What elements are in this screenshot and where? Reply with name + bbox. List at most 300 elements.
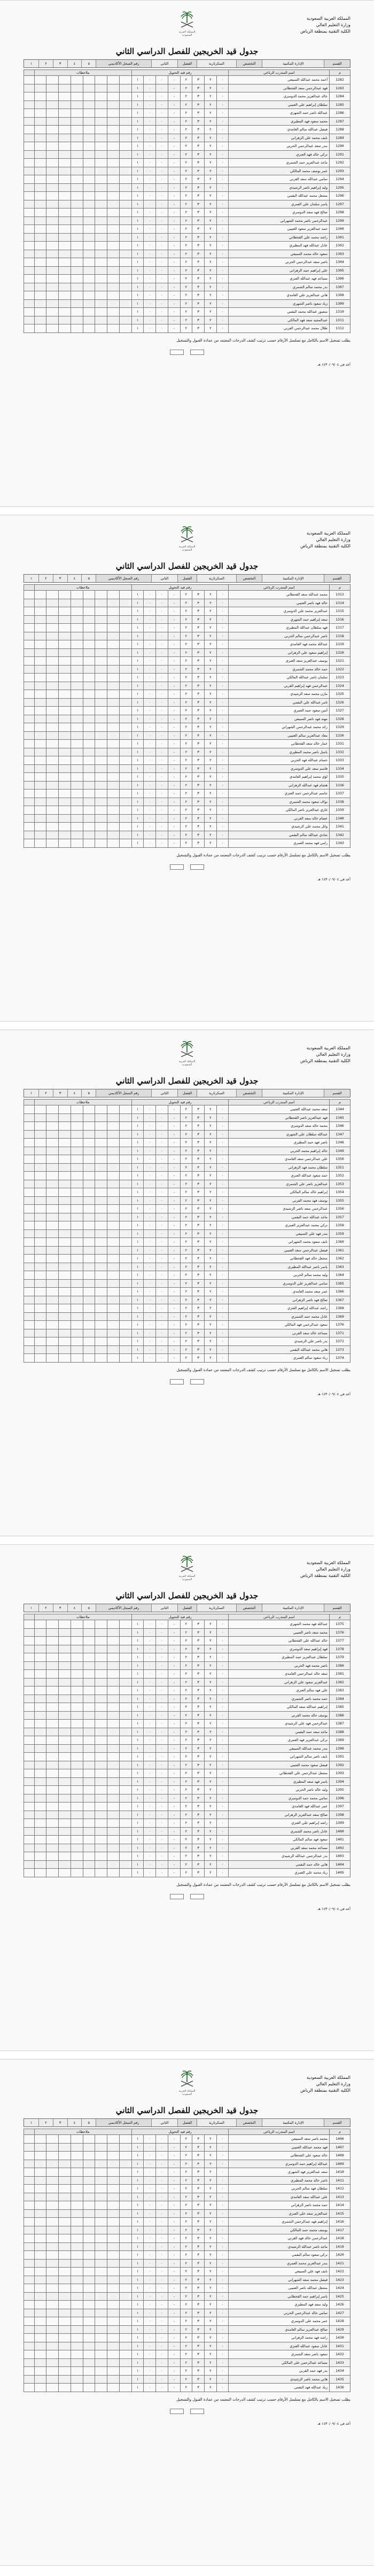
grade-cell [119,200,131,208]
grade-cell: ٣ [192,1736,205,1745]
grade-cell [83,1105,95,1114]
grade-cell [71,740,83,748]
grade-cell [107,2342,120,2350]
grade-cell [107,823,120,831]
grade-cell: - [168,1645,180,1653]
grade-cell: ٣ [192,2367,205,2376]
grade-cell: - [168,134,180,142]
grade-cell [71,291,83,300]
grade-cell: ٣ [192,607,205,616]
grade-cell [59,1736,71,1745]
grade-cell: ٠ [216,159,229,167]
letterhead-line: الكلية التقنية بمنطقة الرياض [300,1058,350,1063]
grade-cell [107,159,120,167]
grade-cell: ١ [131,2367,144,2376]
grade-cell: ١ [131,1238,144,1247]
grade-cell: ٣ [192,624,205,632]
grade-cell [83,2259,95,2268]
table-row [24,1296,350,1304]
grade-cell [83,2152,95,2160]
grade-cell [59,2218,71,2226]
grade-cell: ٠ [216,2358,229,2367]
grade-cell [107,2242,120,2251]
grade-cell: ٠ [156,1296,168,1304]
row-serial: 1291 [330,150,350,159]
grade-cell: ٠ [156,2226,168,2234]
grade-cell [119,723,131,732]
table-row [24,731,350,740]
grade-cell: ١ [131,591,144,599]
grade-cell [107,1786,120,1794]
grade-cell [46,216,59,225]
grade-cell: ٢ [180,2251,192,2260]
grade-cell [46,250,59,258]
grade-cell: ٠ [156,117,168,126]
grade-cell: ٠ [216,607,229,616]
row-student-name: حمد عبدالعزيز سعود العتيبي [229,225,330,234]
row-serial: 1340 [330,814,350,823]
blank-cell [24,2209,35,2218]
grade-cell: ٣ [192,1769,205,1778]
grade-cell [71,1744,83,1753]
grade-cell: - [168,2342,180,2350]
letterhead-text [300,16,350,35]
table-row [24,674,350,682]
grade-cell: ٠ [216,632,229,640]
grade-cell [34,2259,46,2268]
grade-cell [34,648,46,657]
grade-cell: ٠ [216,665,229,674]
grade-cell [59,1869,71,1877]
grade-cell: - [168,1852,180,1861]
grade-cell: ١ [131,2358,144,2367]
grade-cell [95,2350,107,2359]
grade-cell: ٣ [192,682,205,690]
table-row [24,1811,350,1819]
grade-cell [119,208,131,217]
grade-cell [34,1728,46,1736]
grade-cell: ٢ [180,2334,192,2342]
row-student-name: مساعد عبدالرحمن علي المالكي [229,2358,330,2367]
letterhead-line: المملكة العربية السعودية [306,16,350,21]
row-student-name: لؤي محمد إبراهيم الغامدي [229,773,330,782]
grade-cell: ١ [131,117,144,126]
grade-cell: ١ [131,258,144,267]
grade-cell [119,159,131,167]
grade-cell [46,1180,59,1188]
grade-cell: - [168,1288,180,1296]
grade-cell: - [168,1827,180,1836]
row-serial: 1361 [330,1246,350,1255]
grade-cell: ٣ [192,1728,205,1736]
grade-cell: ٠ [216,76,229,84]
grade-cell [71,1147,83,1155]
grade-cell [95,2358,107,2367]
row-serial: 1329 [330,723,350,732]
table-row [24,682,350,690]
grade-cell [71,1205,83,1213]
row-serial: 1404 [330,1860,350,1869]
row-student-name: عمار خالد سعد القحطاني [229,740,330,748]
grade-cell [34,665,46,674]
grade-cell: - [168,1703,180,1712]
grade-cell: ٢ [204,1180,216,1188]
grade-cell: ٢ [204,607,216,616]
grade-cell [119,674,131,682]
grade-cell [71,216,83,225]
grade-cell [59,1122,71,1131]
grade-cell [59,1155,71,1164]
grade-cell [46,2384,59,2392]
grade-cell: ٣ [192,183,205,192]
header-grades: رقم قيد التحويل [131,585,229,591]
grade-cell: ٣ [192,707,205,715]
grade-cell: ٠ [144,1155,156,1164]
grade-cell [95,2201,107,2210]
grade-cell [71,1736,83,1745]
grade-cell: ٠ [156,599,168,607]
grade-cell: ٣ [192,275,205,283]
blank-cell [24,1811,35,1819]
row-student-name: محمد سعود فهد المطيري [229,117,330,126]
grade-cell [59,2168,71,2177]
row-student-name: عصام خالد سعد القرني [229,814,330,823]
grade-cell [95,615,107,624]
grade-cell: ٠ [156,615,168,624]
grade-cell [95,1827,107,1836]
grade-cell [95,1769,107,1778]
grade-cell: ٠ [156,2384,168,2392]
blank-cell [24,250,35,258]
grade-cell [71,1113,83,1122]
grade-cell [83,2226,95,2234]
grade-cell: ٠ [216,1860,229,1869]
grade-cell: ٠ [144,258,156,267]
grade-cell: ٢ [204,740,216,748]
record-id-label: رقم السجل الأكاديمي [96,2119,151,2126]
grade-cell [83,1794,95,1803]
grade-cell: ٠ [216,1329,229,1337]
grade-cell [83,2251,95,2260]
grade-cell [107,839,120,848]
grade-cell: ٢ [180,2218,192,2226]
grade-cell: ٢ [180,591,192,599]
grade-cell [46,1869,59,1877]
grade-cell: ٢ [204,2168,216,2177]
grade-cell [83,599,95,607]
table-row [24,640,350,649]
header-serial: م [330,70,350,76]
grade-cell: ٠ [216,84,229,92]
grade-cell: ٢ [204,2292,216,2301]
grade-cell: ٢ [180,1753,192,1761]
grade-cell: ٣ [192,1337,205,1346]
grade-cell: ٢ [204,1255,216,1263]
grade-cell: ٢ [180,1271,192,1280]
grade-cell: - [168,682,180,690]
grade-cell: ٢ [204,216,216,225]
grade-cell [83,1155,95,1164]
blank-cell [24,1304,35,1313]
grade-cell [46,2317,59,2326]
grade-cell [83,2160,95,2168]
grade-cell: ٢ [180,1196,192,1205]
grade-cell: ٠ [216,1653,229,1662]
grade-cell: ٢ [204,134,216,142]
table-row [24,1703,350,1712]
letterhead-line: وزارة التعليم العالي [316,1052,350,1057]
row-serial: 1386 [330,1711,350,1720]
grade-cell [59,175,71,184]
grade-cell: ٣ [192,200,205,208]
grade-cell: ١ [131,707,144,715]
table-row [24,632,350,640]
grade-cell [119,2193,131,2201]
grade-cell: ٢ [204,183,216,192]
row-student-name: محمد عبدالله سعد القحطاني [229,591,330,599]
grade-cell: ٠ [156,823,168,831]
grade-cell [83,1188,95,1197]
grade-cell [119,1769,131,1778]
letterhead-line: وزارة التعليم العالي [316,537,350,542]
grade-cell: - [168,1354,180,1363]
grade-cell [119,1147,131,1155]
grade-cell [83,806,95,815]
grade-cell: ٢ [204,76,216,84]
row-student-name: فهد عبدالعزيز ناصر القحطاني [229,1113,330,1122]
grade-cell [119,1836,131,1844]
grade-cell: ٢ [180,2317,192,2326]
grade-cell: ٠ [216,2309,229,2317]
table-row [24,2301,350,2309]
grade-cell: ٠ [144,1777,156,1786]
row-serial: 1409 [330,2160,350,2168]
table-row [24,2251,350,2260]
grade-cell: ٠ [144,167,156,175]
grade-cell [119,299,131,308]
grade-cell: ١ [131,2201,144,2210]
grade-cell: ٠ [216,283,229,291]
grade-cell: ٠ [144,814,156,823]
grade-cell [107,1687,120,1695]
grade-cell [83,1620,95,1629]
grade-cell [71,632,83,640]
grade-cell: - [168,1188,180,1197]
grade-cell: ٠ [144,707,156,715]
grade-cell: ٠ [216,1678,229,1687]
grade-cell [83,1288,95,1296]
row-student-name: هاني عبدالعزيز علي الغامدي [229,291,330,300]
grade-cell [71,1238,83,1247]
grade-cell: ٠ [144,1180,156,1188]
grade-cell: ٣ [192,1720,205,1728]
grade-cell: ٢ [204,192,216,200]
grade-cell: ٠ [216,1221,229,1230]
grade-cell [83,1786,95,1794]
grade-cell [34,1188,46,1197]
grade-cell [119,632,131,640]
grade-cell [95,2185,107,2193]
grade-cell [34,1180,46,1188]
grade-cell: ٠ [156,731,168,740]
grade-cell: ٠ [144,2309,156,2317]
grade-cell: ٣ [192,1687,205,1695]
grade-cell [95,1860,107,1869]
row-student-name: صالح سعد عبدالعزيز الزهراني [229,1811,330,1819]
grade-cell [34,126,46,134]
grade-cell: ٠ [156,723,168,732]
grade-cell: ٢ [204,1637,216,1645]
grade-cell [34,1761,46,1769]
table-row [24,715,350,723]
grade-cell: ٢ [180,1130,192,1139]
grade-cell [46,723,59,732]
grade-cell [107,1130,120,1139]
grade-cell [34,624,46,632]
row-serial: 1324 [330,682,350,690]
grade-cell [34,764,46,773]
grade-cell: ٠ [144,1628,156,1637]
row-serial: 1310 [330,308,350,316]
grade-cell [59,1221,71,1230]
grade-cell: ٢ [180,1860,192,1869]
grade-cell [95,1620,107,1629]
signature-box [190,2409,204,2414]
grade-cell [34,1255,46,1263]
meta-digit: ٣ [53,1089,67,1097]
grade-cell: - [168,192,180,200]
grade-cell [71,150,83,159]
grade-cell: ٠ [144,1661,156,1670]
grade-cell [119,2384,131,2392]
grade-cell: ٣ [192,1811,205,1819]
grade-cell: ٢ [204,109,216,118]
blank-cell [24,2226,35,2234]
grade-cell [83,2375,95,2384]
grade-cell: ٠ [216,1255,229,1263]
grade-cell [119,1312,131,1321]
grade-cell: ٠ [144,183,156,192]
grade-cell [119,790,131,798]
grade-cell [59,665,71,674]
row-student-name: سامي محمد حمد الدوسري [229,1794,330,1803]
grade-cell [83,1279,95,1288]
row-student-name: عمر عبدالله فهد الغامدي [229,1803,330,1811]
grade-cell: ٠ [156,748,168,756]
grade-cell [46,798,59,806]
grade-cell: - [168,2259,180,2268]
grade-cell [71,159,83,167]
grade-cell [46,2209,59,2218]
footer-note: يطلب تسجيل الاسم بالكامل مع تسلسل الأرقام حسب ترتيب كشف الدرجات المعتمد من عمادة القبول والتسجيل [176,338,350,343]
grade-cell [34,748,46,756]
grade-cell: ٢ [204,316,216,324]
grade-cell [107,1703,120,1712]
grade-cell [46,665,59,674]
grade-cell: ١ [131,1312,144,1321]
grade-cell [107,1661,120,1670]
meta-bar [24,59,350,68]
grade-cell: ١ [131,2375,144,2384]
grade-cell [59,2201,71,2210]
grade-cell: ١ [131,1819,144,1828]
grade-cell [46,2367,59,2376]
grade-cell: ٠ [216,624,229,632]
grade-cell [46,1836,59,1844]
grade-cell: ٠ [144,1196,156,1205]
table-row [24,1255,350,1263]
specialty-value: السكرتارية [197,60,236,67]
grade-cell: ١ [131,2168,144,2177]
grade-cell [34,76,46,84]
grade-cell: ٢ [180,1354,192,1363]
grade-cell: ٠ [156,1777,168,1786]
grade-cell [71,266,83,275]
grade-cell [46,781,59,790]
grade-cell: ٠ [144,2226,156,2234]
meta-digit: ٥ [81,575,96,582]
grade-cell: ٠ [144,1794,156,1803]
grade-cell [71,324,83,333]
table-row [24,84,350,92]
grade-cell: ٠ [156,756,168,765]
grade-cell [119,698,131,707]
grade-cell: ٣ [192,790,205,798]
letterhead-line: المملكة العربية السعودية [306,1560,350,1565]
grade-cell: ٠ [144,2152,156,2160]
meta-digit: ٢ [38,1604,53,1612]
grade-cell [46,1354,59,1363]
grade-cell: - [168,690,180,699]
grade-cell: ٠ [216,1844,229,1852]
grade-cell [71,308,83,316]
row-serial: 1388 [330,1728,350,1736]
row-student-name: مساعد فهد عبدالله العنزي [229,275,330,283]
grade-cell: ٠ [156,624,168,632]
grade-cell [71,773,83,782]
grade-cell [83,831,95,839]
letterhead-line: الكلية التقنية بمنطقة الرياض [300,2088,350,2093]
grade-cell [71,2135,83,2144]
table-row [24,1736,350,1745]
grade-cell: ٠ [144,324,156,333]
row-student-name: حمد سعود عبدالله العنزي [229,1172,330,1180]
grade-cell [95,2309,107,2317]
grade-cell [95,831,107,839]
row-student-name: زياد محمد علي العمري [229,1869,330,1877]
blank-cell [24,1155,35,1164]
row-serial: 1285 [330,100,350,109]
grade-cell [34,591,46,599]
grade-cell [83,1130,95,1139]
grade-cell [34,1304,46,1313]
grade-cell [59,1645,71,1653]
palm-swords-icon [178,2070,196,2088]
row-student-name: يوسف خالد محمد القرني [229,1711,330,1720]
document-page [0,1030,374,1536]
row-student-name: هاني خالد حمد البقمي [229,1860,330,1869]
row-serial: 1401 [330,1836,350,1844]
grade-cell [95,2218,107,2226]
grade-cell: ٠ [144,839,156,848]
grade-cell [95,1354,107,1363]
grade-cell [119,283,131,291]
grade-cell: ١ [131,1786,144,1794]
row-student-name: عبدالرحمن ناصر محمد الشهراني [229,216,330,225]
grade-cell [71,2251,83,2260]
grade-cell [46,2226,59,2234]
grade-cell: ٠ [144,674,156,682]
